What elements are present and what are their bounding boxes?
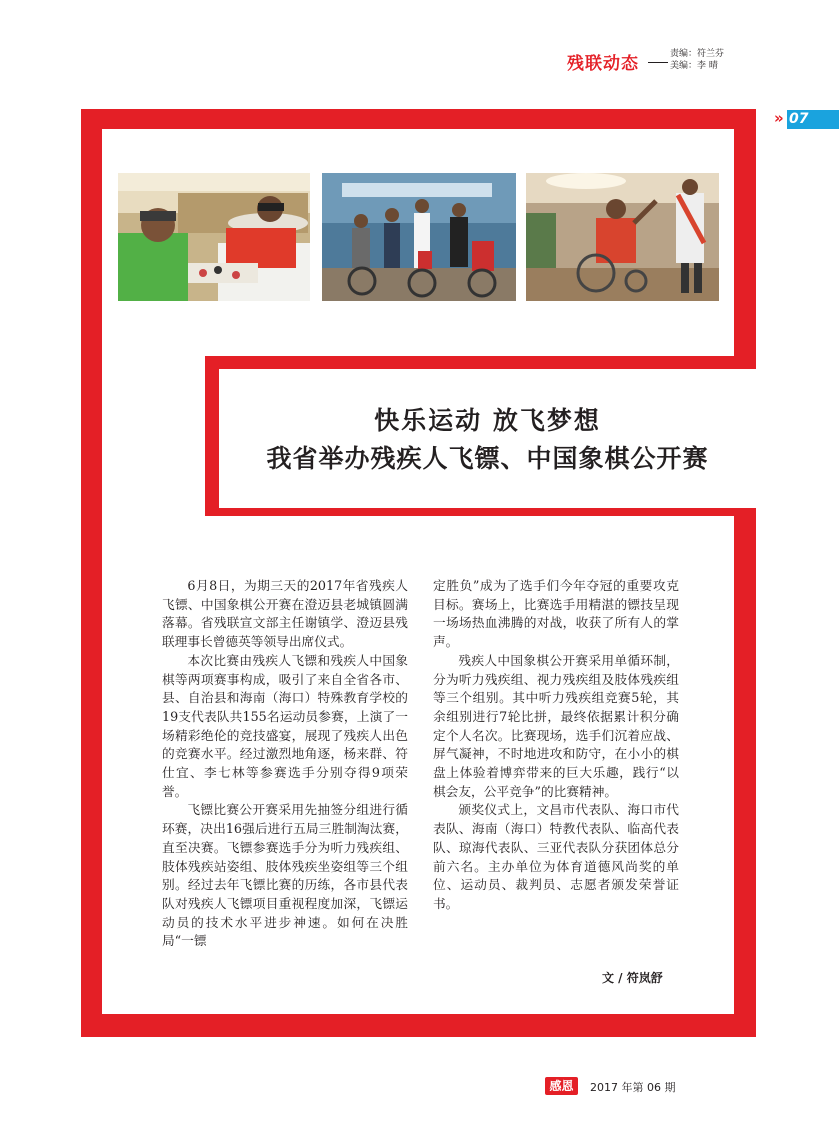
title-box <box>219 368 756 508</box>
headline: 快乐运动 放飞梦想 <box>374 406 601 435</box>
article-column-left <box>162 577 408 951</box>
frame-left-bar <box>81 109 102 1037</box>
designer-credit: 美编：李 晴 <box>670 61 718 71</box>
frame-bottom-bar <box>81 1014 756 1037</box>
author-byline: 文 / 符岚舒 <box>602 971 663 985</box>
editor-credits <box>670 48 724 72</box>
wheelchair-dart-photo <box>526 173 719 301</box>
page-number: 07 <box>787 110 839 129</box>
issue-number: 2017 年第 06 期 <box>590 1081 676 1094</box>
chess-match-photo <box>118 173 310 301</box>
award-ceremony-photo <box>322 173 516 301</box>
page-number-tab <box>774 110 839 129</box>
paragraph: 残疾人中国象棋公开赛采用单循环制，分为听力残疾组、视力残疾组及肢体残疾组等三个组别。其中听力残疾组竞赛5轮，其余组别进行7轮比拼，最终依据累计积分确定个人名次。比赛现场，选手们沉着应战、屏气凝神，不时地进攻和防守，在小小的棋盘上体验着博弈带来的巨大乐趣，践行“以棋会友，公平竞争”的比赛精神。 <box>433 652 679 799</box>
subheadline: 我省举办残疾人飞镖、中国象棋公开赛 <box>266 444 709 473</box>
editor-credit: 责编：符兰芬 <box>670 49 725 59</box>
article-column-right <box>433 577 679 914</box>
paragraph: 定胜负”成为了选手们今年夺冠的重要攻克目标。赛场上，比赛选手用精湛的镖技呈现一场场热血沸腾的对战，收获了所有人的掌声。 <box>433 578 679 650</box>
paragraph: 6月8日，为期三天的2017年省残疾人飞镖、中国象棋公开赛在澄迈县老城镇圆满落幕。省残联宣文部主任谢镇学、澄迈县残联理事长曾德英等领导出席仪式。 <box>162 578 408 650</box>
section-title: 残联动态 <box>567 54 639 74</box>
paragraph: 本次比赛由残疾人飞镖和残疾人中国象棋等两项赛事构成，吸引了来自全省各市、县、自治县和海南（海口）特殊教育学校的19支代表队共155名运动员参赛，上演了一场精彩绝伦的竞技盛宴，展现了残疾人出色的竞赛水平。经过激烈地角逐，杨来群、符仕宜、李七林等参赛选手分别夺得9项荣誉。 <box>162 652 408 799</box>
magazine-logo: 感恩 <box>545 1077 578 1095</box>
frame-top-bar <box>81 109 756 129</box>
paragraph: 飞镖比赛公开赛采用先抽签分组进行循环赛，决出16强后进行五局三胜制淘汰赛，直至决赛。飞镖参赛选手分为听力残疾组、肢体残疾站姿组、肢体残疾坐姿组等三个组别。经过去年飞镖比赛的历练，各市县代表队对残疾人飞镖项目重视程度加深，飞镖运动员的技术水平进步神速。如何在决胜局“一镖 <box>162 802 408 949</box>
paragraph: 颁奖仪式上，文昌市代表队、海口市代表队、海南（海口）特教代表队、临高代表队、琼海代表队、三亚代表队分获团体总分前六名。主办单位为体育道德风尚奖的单位、运动员、裁判员、志愿者颁发荣誉证书。 <box>433 802 679 911</box>
header-divider <box>648 62 668 63</box>
chevron-icon: » <box>774 109 784 127</box>
frame-right-bar <box>734 109 756 1037</box>
